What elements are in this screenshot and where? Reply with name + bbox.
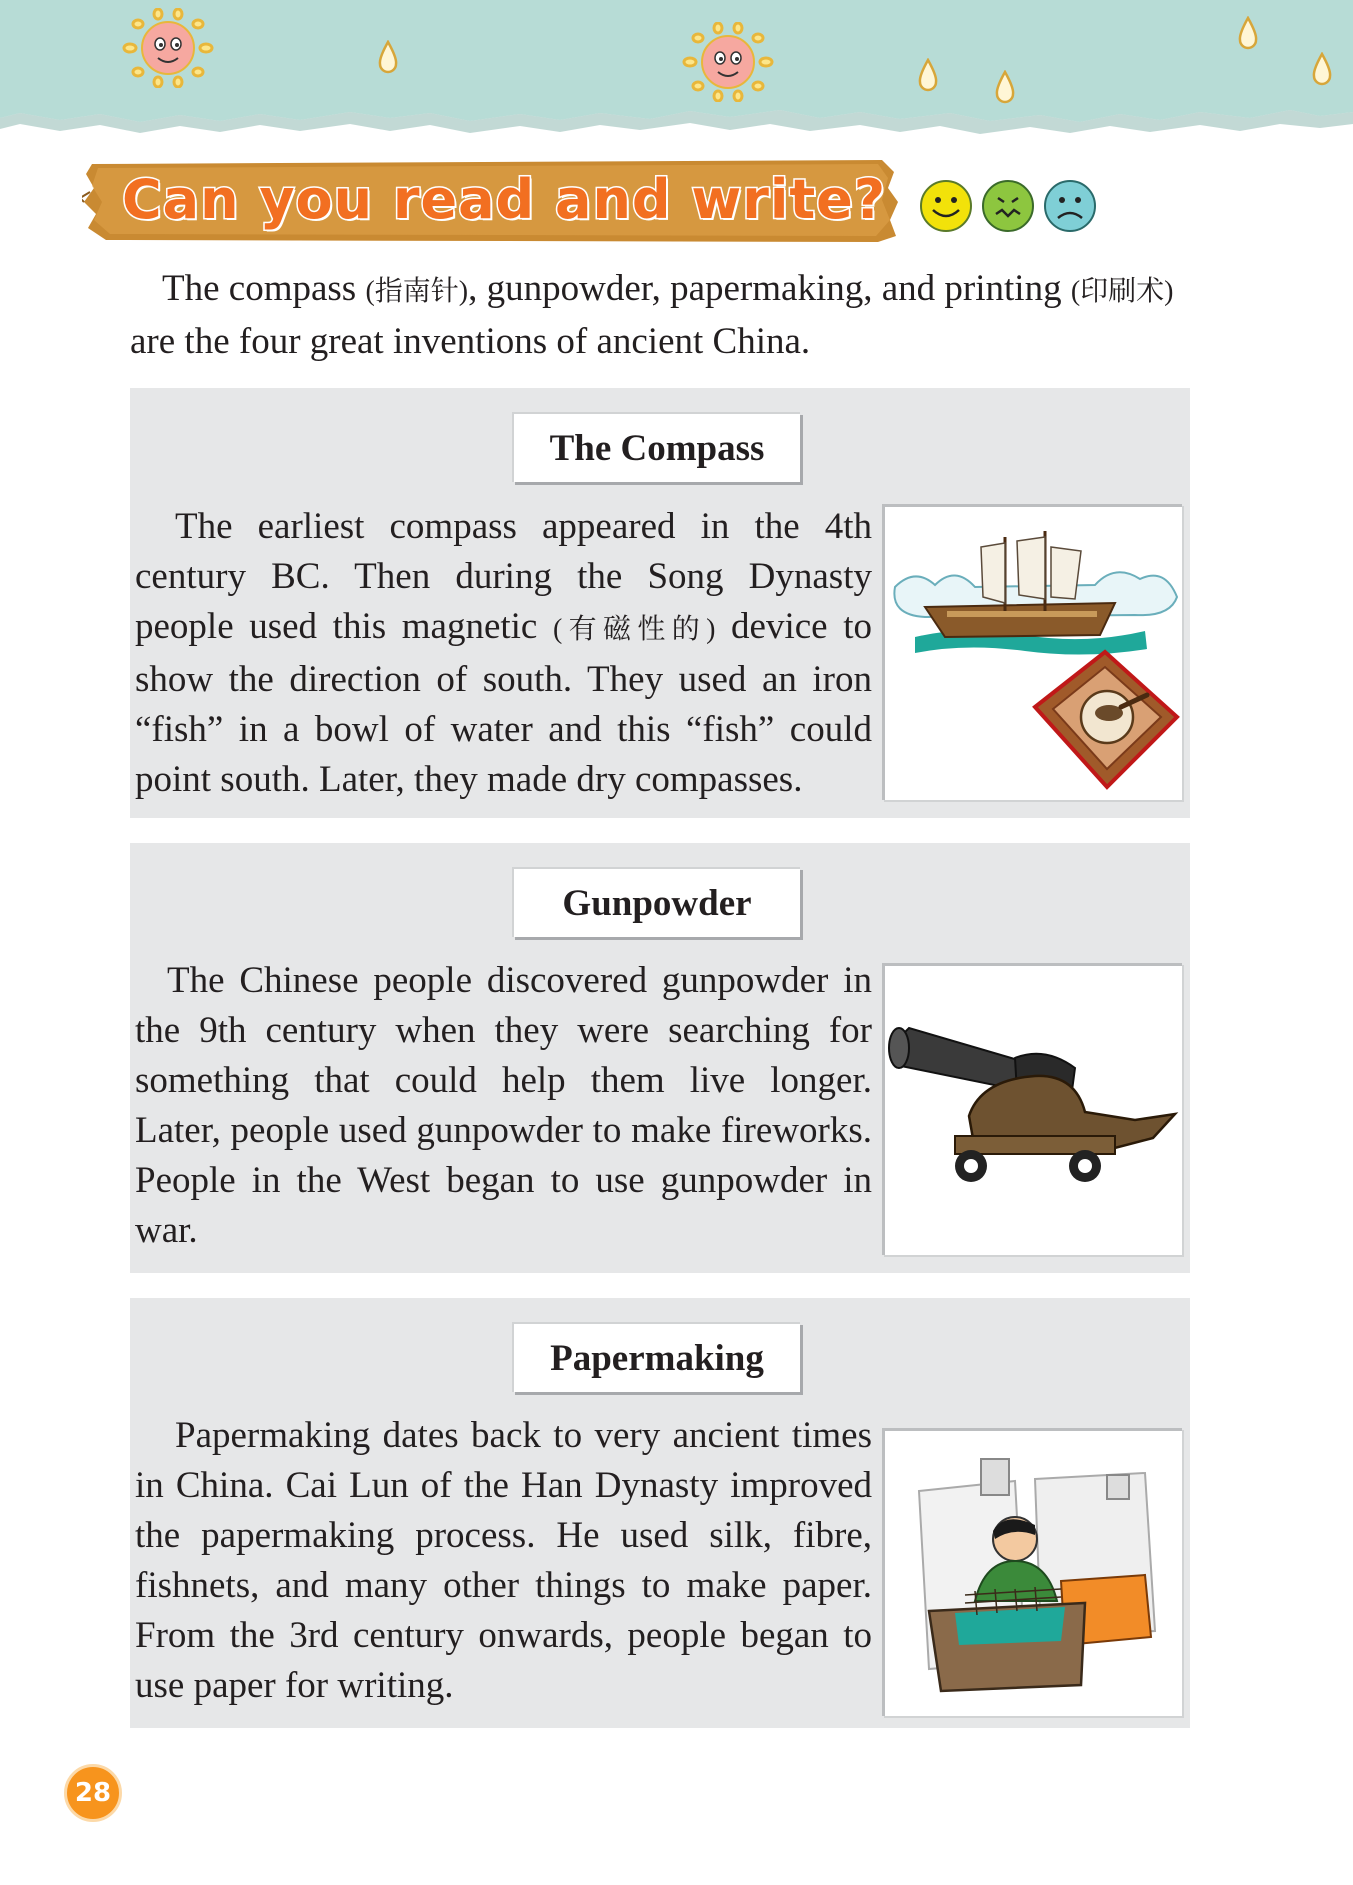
happy-face-icon bbox=[921, 181, 971, 231]
section-text: The Chinese people discovered gunpowder in the 9th century when they were searching for something that could help them live longer. Later, people used gunpowder to make fireworks. People in the West began to use gunpowder in war. bbox=[135, 960, 872, 1251]
intro-chinese-gloss: (印刷术) bbox=[1070, 276, 1174, 307]
cannon-illustration bbox=[885, 966, 1181, 1254]
ship-illustration bbox=[885, 507, 1181, 799]
section-gunpowder bbox=[130, 843, 1190, 1273]
page-number-badge: 28 bbox=[64, 1764, 122, 1822]
raindrop-icon bbox=[1237, 16, 1259, 50]
page-title: Can you read and write? bbox=[122, 168, 887, 231]
intro-paragraph bbox=[130, 264, 1198, 367]
papermaking-picture bbox=[882, 1428, 1182, 1716]
sun-icon bbox=[678, 22, 778, 102]
section-text: Papermaking dates back to very ancient times in China. Cai Lun of the Han Dynasty improved the papermaking process. He used silk, fibre, fishnets, and many other things to make paper. From the 3rd century onwards, people began to use paper for writing. bbox=[135, 1415, 872, 1706]
chinese-gloss: (有磁性的) bbox=[552, 614, 716, 645]
section-text-part: The earliest compass appeared in the 4th century BC. Then during the Song Dynasty people used this magnetic bbox=[135, 506, 872, 647]
section-title: Gunpowder bbox=[512, 867, 800, 937]
raindrop-icon bbox=[1311, 52, 1333, 86]
intro-chinese-gloss: (指南针) bbox=[365, 276, 469, 307]
section-text bbox=[135, 502, 872, 805]
sun-icon bbox=[118, 8, 218, 88]
gunpowder-picture bbox=[882, 963, 1182, 1255]
section-title: The Compass bbox=[512, 412, 800, 482]
section-compass bbox=[130, 388, 1190, 818]
raindrop-icon bbox=[377, 40, 399, 74]
section-papermaking bbox=[130, 1298, 1190, 1728]
raindrop-icon bbox=[917, 58, 939, 92]
intro-text: are the four great inventions of ancient China. bbox=[130, 321, 811, 362]
sad-face-icon bbox=[1045, 181, 1095, 231]
compass-picture bbox=[882, 504, 1182, 800]
intro-text: , gunpowder, papermaking, and printing bbox=[468, 268, 1071, 309]
compass-illustration bbox=[1035, 652, 1177, 787]
section-title: Papermaking bbox=[512, 1322, 800, 1392]
raindrop-icon bbox=[994, 70, 1016, 104]
self-assessment-faces bbox=[918, 178, 1098, 234]
papermaker-illustration bbox=[885, 1431, 1181, 1715]
intro-text: The compass bbox=[162, 268, 366, 309]
section-text-part: device to show the direction of south. They used an iron “fish” in a bowl of water and this “fish” could point south. Later, they made dry compasses. bbox=[135, 606, 872, 800]
sick-face-icon bbox=[983, 181, 1033, 231]
